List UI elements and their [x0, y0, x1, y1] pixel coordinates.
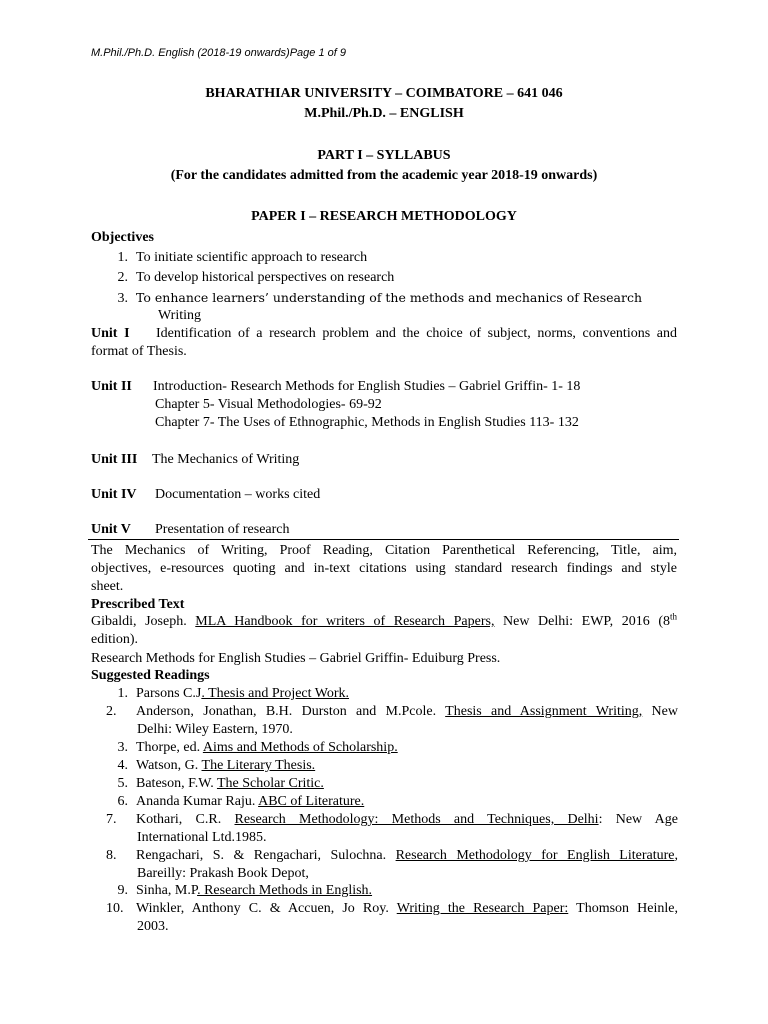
- reading-item: [106, 703, 678, 721]
- reading-title: Aims and Methods of Scholarship.: [202, 740, 398, 755]
- reading-item: [106, 847, 678, 865]
- reading-item: [106, 900, 678, 918]
- unit-2-line: Introduction- Research Methods for English Studies – Gabriel Griffin- 1- 18: [153, 379, 581, 394]
- author: Gibaldi, Joseph.: [91, 614, 196, 629]
- applicability-note: (For the candidates admitted from the academic year 2018-19 onwards): [170, 168, 598, 183]
- unit-2-line: Chapter 5- Visual Methodologies- 69-92: [155, 397, 382, 412]
- reading-number: 1.: [117, 686, 128, 701]
- reading-continued: Delhi: Wiley Eastern, 1970.: [137, 722, 293, 737]
- objective-text: To develop historical perspectives on research: [136, 270, 395, 285]
- objective-number: 1.: [117, 250, 128, 265]
- reading-item: [106, 811, 678, 829]
- unit-label: Unit I: [91, 326, 130, 341]
- objective-item: [106, 249, 367, 267]
- reading-author: Winkler, Anthony C. & Accuen, Jo Roy.: [136, 901, 397, 916]
- reading-title: Writing the Research Paper:: [396, 901, 569, 916]
- reading-number: 4.: [117, 758, 128, 773]
- objective-number: 3.: [117, 291, 128, 306]
- reading-number: 6.: [117, 794, 128, 809]
- objective-number: 2.: [117, 270, 128, 285]
- reading-item: [106, 739, 398, 757]
- university-title: BHARATHIAR UNIVERSITY – COIMBATORE – 641 046: [205, 86, 563, 101]
- reading-title: Thesis and Assignment Writing,: [445, 704, 643, 719]
- reading-title: ABC of Literature.: [258, 794, 365, 809]
- page-header: M.Phil./Ph.D. English (2018-19 onwards)Page 1 of 9: [91, 47, 346, 59]
- reading-title: . Thesis and Project Work.: [201, 686, 350, 701]
- part-title: PART I – SYLLABUS: [317, 148, 451, 163]
- reading-author: Kothari, C.R.: [136, 812, 235, 827]
- section-divider: [88, 539, 679, 540]
- reading-title: . Research Methods in English.: [197, 883, 373, 898]
- unit-2-line: Chapter 7- The Uses of Ethnographic, Methods in English Studies 113- 132: [155, 415, 579, 430]
- reading-title: The Literary Thesis.: [201, 758, 316, 773]
- suggested-heading: Suggested Readings: [91, 668, 210, 683]
- prescribed-line: [91, 613, 677, 631]
- reading-author: Anderson, Jonathan, B.H. Durston and M.Pcole.: [136, 704, 446, 719]
- objective-item: [106, 269, 394, 287]
- programme-title: M.Phil./Ph.D. – ENGLISH: [304, 106, 464, 121]
- reading-number: 10.: [106, 901, 124, 916]
- reading-continued: International Ltd.1985.: [137, 830, 267, 845]
- reading-number: 2.: [106, 704, 117, 719]
- reading-author: Ananda Kumar Raju.: [136, 794, 259, 809]
- unit-1-line: [91, 325, 677, 343]
- reading-number: 8.: [106, 848, 117, 863]
- unit-text: Documentation – works cited: [155, 487, 321, 502]
- reading-number: 5.: [117, 776, 128, 791]
- reading-item: [106, 793, 364, 811]
- unit-label: Unit II: [91, 379, 132, 394]
- paper-title: PAPER I – RESEARCH METHODOLOGY: [251, 209, 517, 224]
- unit-label: Unit III: [91, 452, 138, 467]
- unit-text: Identification of a research problem and the choice of subject, norms, conventions and: [155, 326, 677, 341]
- reading-number: 3.: [117, 740, 128, 755]
- reading-author: Sinha, M.P: [136, 883, 198, 898]
- book-title: MLA Handbook for writers of Research Papers,: [195, 614, 495, 629]
- ordinal-suffix: th: [669, 611, 677, 622]
- reading-publisher: : New Age: [598, 812, 678, 827]
- reading-title: Research Methodology: Methods and Techniques, Delhi: [234, 812, 599, 827]
- mechanics-line: objectives, e-resources quoting and in-text citations using standard research findings and style: [91, 561, 677, 576]
- objective-text: To enhance learners’ understanding of the methods and mechanics of Research: [136, 290, 642, 305]
- objectives-heading: Objectives: [91, 230, 154, 245]
- mechanics-line: The Mechanics of Writing, Proof Reading, Citation Parenthetical Referencing, Title, aim,: [91, 543, 677, 558]
- reading-item: [106, 775, 324, 793]
- reading-continued: Bareilly: Prakash Book Depot,: [137, 866, 309, 881]
- reading-number: 7.: [106, 812, 117, 827]
- reading-publisher: ,: [674, 848, 678, 863]
- reading-publisher: New: [642, 704, 678, 719]
- reading-author: Rengachari, S. & Rengachari, Sulochna.: [136, 848, 396, 863]
- unit-label: Unit V: [91, 522, 131, 537]
- reading-item: [106, 882, 372, 900]
- objective-text-continued: Writing: [158, 308, 201, 323]
- prescribed-line: edition).: [91, 632, 139, 647]
- publisher: New Delhi: EWP, 2016 (8: [494, 614, 670, 629]
- objective-item: [106, 289, 642, 308]
- reading-number: 9.: [117, 883, 128, 898]
- reading-item: [106, 685, 349, 703]
- unit-text: The Mechanics of Writing: [152, 452, 300, 467]
- unit-1-continued: format of Thesis.: [91, 344, 187, 359]
- reading-title: The Scholar Critic.: [216, 776, 324, 791]
- unit-text: Presentation of research: [155, 522, 290, 537]
- mechanics-line: sheet.: [91, 579, 124, 594]
- prescribed-heading: Prescribed Text: [91, 597, 185, 612]
- reading-author: Watson, G.: [136, 758, 202, 773]
- reading-continued: 2003.: [137, 919, 169, 934]
- reading-publisher: Thomson Heinle,: [568, 901, 678, 916]
- objective-text: To initiate scientific approach to research: [136, 250, 368, 265]
- reading-author: Bateson, F.W.: [136, 776, 217, 791]
- reading-author: Parsons C.J: [136, 686, 202, 701]
- prescribed-line: Research Methods for English Studies – Gabriel Griffin- Eduiburg Press.: [91, 651, 501, 666]
- reading-title: Research Methodology for English Literature: [395, 848, 675, 863]
- reading-author: Thorpe, ed.: [136, 740, 203, 755]
- reading-item: [106, 757, 315, 775]
- unit-label: Unit IV: [91, 487, 137, 502]
